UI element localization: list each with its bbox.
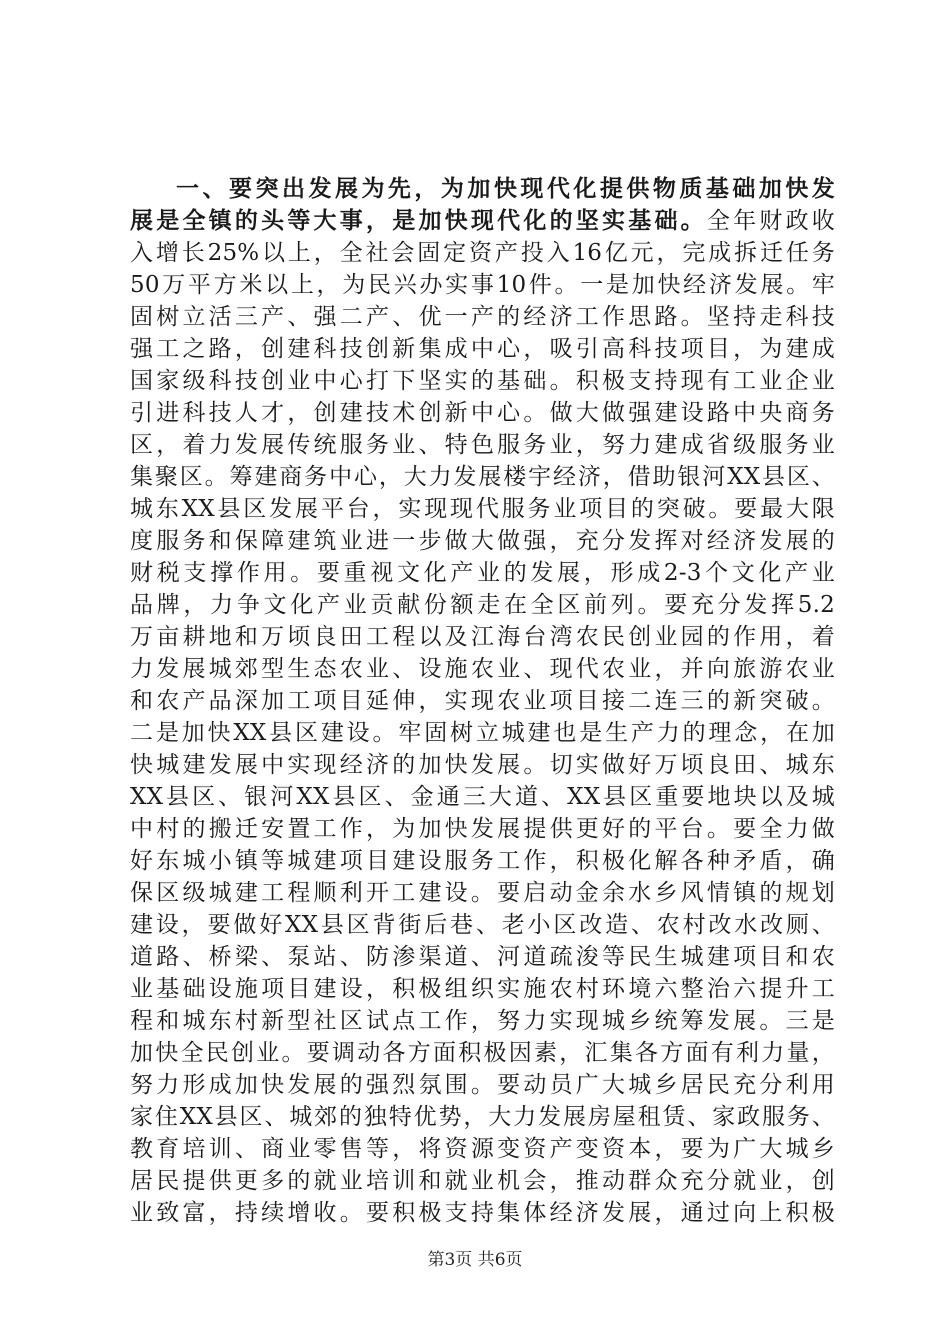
- text-line: [130, 781, 835, 813]
- text-line: [130, 1005, 835, 1037]
- body-text: 区，着力发展传统服务业、特色服务业，努力建成省级服务业: [130, 432, 835, 458]
- text-line: [130, 941, 835, 973]
- body-text: 好东城小镇等城建项目建设服务工作，积极化解各种矛盾，确: [130, 848, 835, 874]
- text-line: [130, 237, 835, 269]
- body-text: XX县区、银河XX县区、金通三大道、XX县区重要地块以及城: [130, 784, 835, 810]
- text-line: [130, 1133, 835, 1165]
- body-text: 入增长25%以上，全社会固定资产投入16亿元，完成拆迁任务: [130, 240, 835, 266]
- body-text: 引进科技人才，创建技术创新中心。做大做强建设路中央商务: [130, 400, 835, 426]
- body-text: 家住XX县区、城郊的独特优势，大力发展房屋租赁、家政服务、: [130, 1104, 835, 1130]
- text-line: [130, 557, 835, 589]
- body-text: 保区级城建工程顺利开工建设。要启动金余水乡风情镇的规划: [130, 880, 835, 906]
- text-line: [130, 365, 835, 397]
- body-text: 集聚区。筹建商务中心，大力发展楼宇经济，借助银河XX县区、: [130, 464, 835, 490]
- body-text: 力发展城郊型生态农业、设施农业、现代农业，并向旅游农业: [130, 656, 835, 682]
- text-line: [130, 525, 835, 557]
- body-text: 道路、桥梁、泵站、防渗渠道、河道疏浚等民生城建项目和农: [130, 944, 835, 970]
- body-text: 50万平方米以上，为民兴办实事10件。一是加快经济发展。牢: [130, 272, 835, 298]
- text-line: [130, 397, 835, 429]
- body-text: 业致富，持续增收。要积极支持集体经济发展，通过向上积极: [130, 1200, 835, 1226]
- body-text: 城东XX县区发展平台，实现现代服务业项目的突破。要最大限: [130, 496, 835, 522]
- body-text: 品牌，力争文化产业贡献份额走在全区前列。要充分发挥5.2: [130, 592, 835, 618]
- text-line: [130, 173, 835, 205]
- text-line: [130, 301, 835, 333]
- text-line: [130, 461, 835, 493]
- text-line: [130, 1165, 835, 1197]
- body-text: 固树立活三产、强二产、优一产的经济工作思路。坚持走科技: [130, 304, 835, 330]
- bold-heading-text: 一、要突出发展为先，为加快现代化提供物质基础加快发: [176, 176, 835, 202]
- text-line: [130, 1101, 835, 1133]
- text-line: [130, 717, 835, 749]
- body-text: 二是加快XX县区建设。牢固树立城建也是生产力的理念，在加: [130, 720, 835, 746]
- body-text: 业基础设施项目建设，积极组织实施农村环境六整治六提升工: [130, 976, 835, 1002]
- body-text: 万亩耕地和万顷良田工程以及江海台湾农民创业园的作用，着: [130, 624, 835, 650]
- body-text: 建设，要做好XX县区背街后巷、老小区改造、农村改水改厕、: [130, 912, 835, 938]
- text-line: [130, 813, 835, 845]
- text-line: [130, 1197, 835, 1229]
- text-line: [130, 685, 835, 717]
- text-line: [130, 1069, 835, 1101]
- body-text: 程和城东村新型社区试点工作，努力实现城乡统筹发展。三是: [130, 1008, 835, 1034]
- text-line: [130, 493, 835, 525]
- body-text: 努力形成加快发展的强烈氛围。要动员广大城乡居民充分利用: [130, 1072, 835, 1098]
- body-text: 快城建发展中实现经济的加快发展。切实做好万顷良田、城东: [130, 752, 835, 778]
- text-line: [130, 845, 835, 877]
- body-text: 居民提供更多的就业培训和就业机会，推动群众充分就业，创: [130, 1168, 835, 1194]
- body-text: 强工之路，创建科技创新集成中心，吸引高科技项目，为建成: [130, 336, 835, 362]
- body-text: 国家级科技创业中心打下坚实的基础。积极支持现有工业企业: [130, 368, 835, 394]
- text-line: [130, 653, 835, 685]
- text-line: [130, 877, 835, 909]
- body-text: 加快全民创业。要调动各方面积极因素，汇集各方面有利力量，: [130, 1040, 835, 1066]
- body-paragraph: [130, 173, 835, 1229]
- body-text: 全年财政收: [706, 208, 835, 234]
- text-line: [130, 333, 835, 365]
- bold-heading-text: 展是全镇的头等大事，是加快现代化的坚实基础。: [130, 208, 707, 234]
- page-footer: 第3页 共6页: [427, 1250, 523, 1270]
- body-text: 中村的搬迁安置工作，为加快发展提供更好的平台。要全力做: [130, 816, 835, 842]
- text-line: [130, 429, 835, 461]
- body-text: 度服务和保障建筑业进一步做大做强，充分发挥对经济发展的: [130, 528, 835, 554]
- text-line: [130, 205, 835, 237]
- text-line: [130, 909, 835, 941]
- body-text: 教育培训、商业零售等，将资源变资产变资本，要为广大城乡: [130, 1136, 835, 1162]
- text-line: [130, 621, 835, 653]
- text-line: [130, 973, 835, 1005]
- text-line: [130, 1037, 835, 1069]
- text-line: [130, 589, 835, 621]
- text-line: [130, 749, 835, 781]
- body-text: 和农产品深加工项目延伸，实现农业项目接二连三的新突破。: [130, 688, 835, 714]
- body-text: 财税支撑作用。要重视文化产业的发展，形成2-3个文化产业: [130, 560, 835, 586]
- text-line: [130, 269, 835, 301]
